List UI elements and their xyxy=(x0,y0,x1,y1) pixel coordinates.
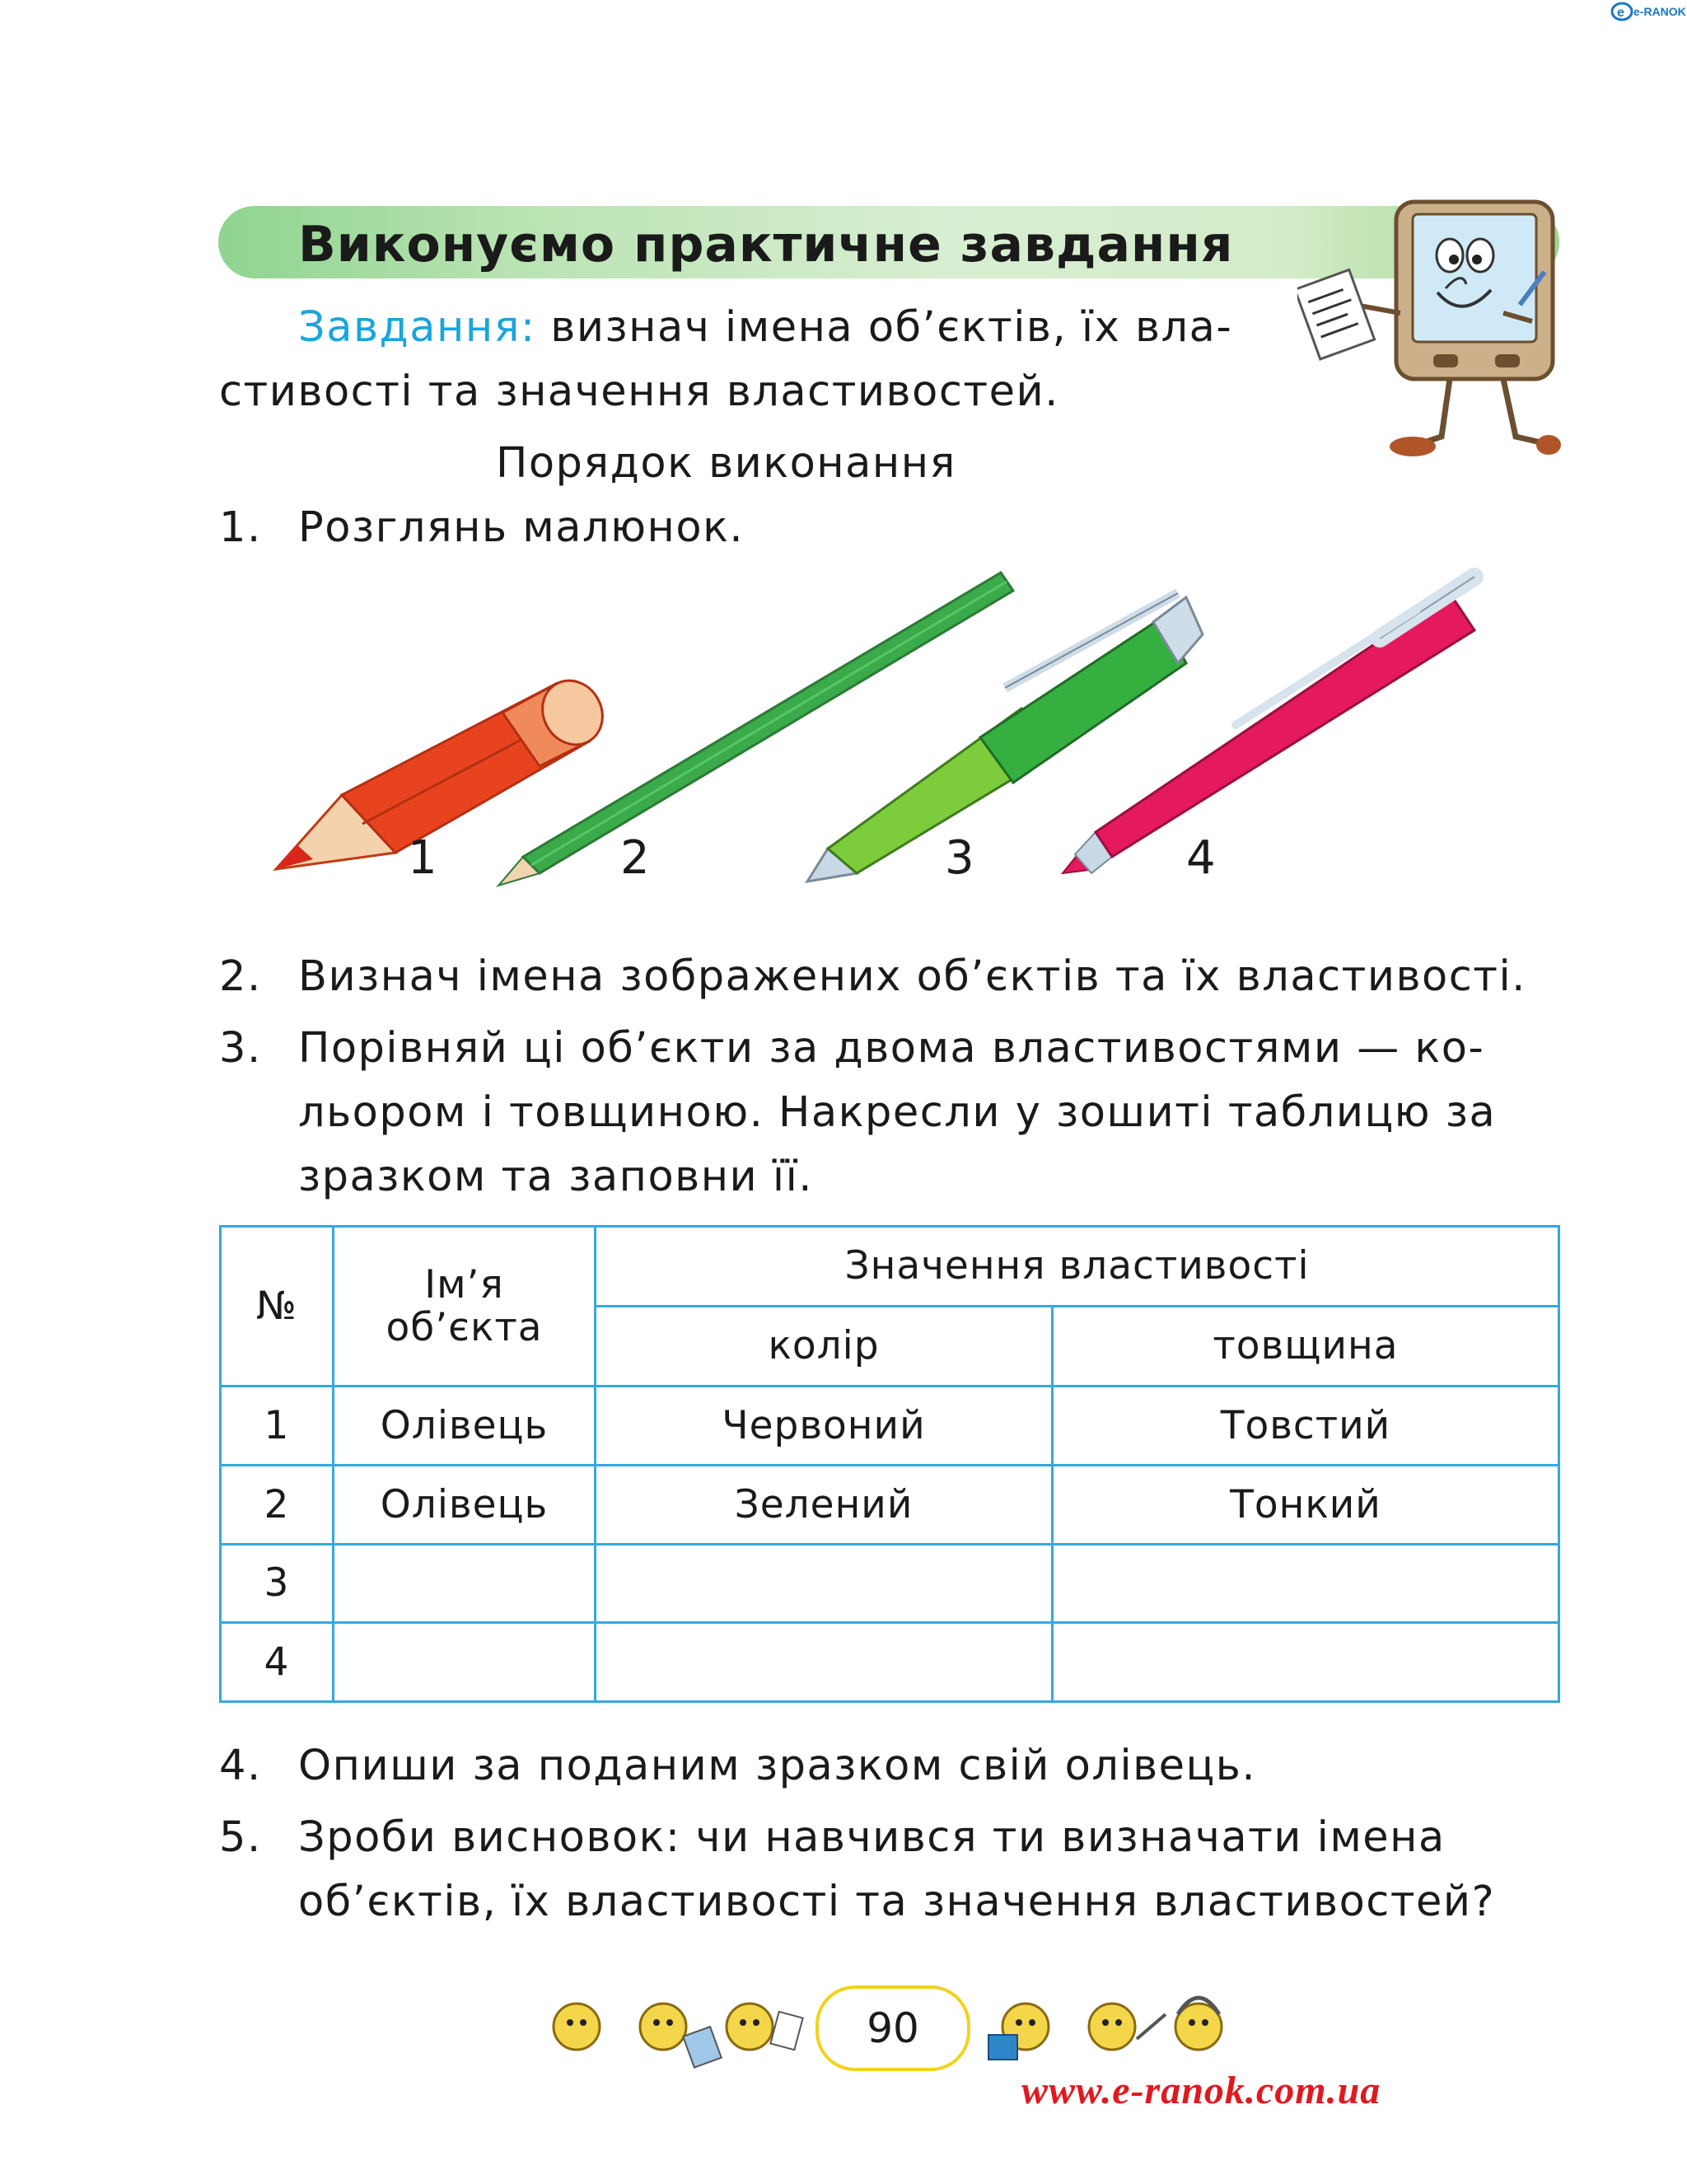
table-cell-color xyxy=(596,1623,1053,1702)
properties-table xyxy=(219,1225,1560,1703)
table-cell-color: Червоний xyxy=(596,1387,1053,1466)
table-header-name xyxy=(334,1227,596,1387)
figure-label-3: 3 xyxy=(945,831,974,885)
table-cell-no: 3 xyxy=(221,1545,334,1623)
table-cell-thickness xyxy=(1053,1623,1559,1702)
table-cell-no: 4 xyxy=(221,1623,334,1702)
task-text-line-1: визнач імена об’єктів, їх вла- xyxy=(535,303,1233,352)
step-3-text-line-3: зразком та заповни її. xyxy=(298,1153,813,1201)
table-cell-color: Зелений xyxy=(596,1466,1053,1545)
table-cell-thickness: Тонкий xyxy=(1053,1466,1559,1545)
table-header-name-line-2: об’єкта xyxy=(386,1304,543,1350)
figure-label-2: 2 xyxy=(620,831,650,885)
table-header-thickness: товщина xyxy=(1053,1307,1559,1387)
table-row xyxy=(221,1623,1559,1702)
section-title: Виконуємо практичне завдання xyxy=(298,216,1234,274)
table-row xyxy=(221,1466,1559,1545)
table-header-name-line-1: Ім’я xyxy=(424,1261,504,1307)
table-cell-thickness xyxy=(1053,1545,1559,1623)
table-cell-no: 1 xyxy=(221,1387,334,1466)
pens-pencils-figure xyxy=(264,548,1516,902)
brand-logo-text: e-RANOK xyxy=(1633,5,1686,18)
step-3-text-line-2: льором і товщиною. Накресли у зошиті таблицю за xyxy=(298,1088,1497,1137)
step-3-number: 3. xyxy=(219,1024,262,1073)
svg-text:e: e xyxy=(1617,6,1624,20)
table-cell-color xyxy=(596,1545,1053,1623)
brand-logo xyxy=(1610,0,1687,23)
table-row xyxy=(221,1387,1559,1466)
step-1-number: 1. xyxy=(219,503,262,552)
table-header-color: колір xyxy=(596,1307,1053,1387)
table-cell-name: Олівець xyxy=(334,1466,596,1545)
table-cell-name xyxy=(334,1623,596,1702)
figure-label-4: 4 xyxy=(1186,831,1216,885)
table-row xyxy=(221,1545,1559,1623)
task-line-1 xyxy=(298,303,1233,352)
table-header-values: Значення властивості xyxy=(596,1227,1559,1307)
step-3-text-line-1: Порівняй ці об’єкти за двома властивостями — ко- xyxy=(298,1024,1485,1073)
tablet-mascot-illustration xyxy=(1297,198,1561,461)
task-text-line-2: стивості та значення властивостей. xyxy=(219,367,1059,416)
table-header-no: № xyxy=(221,1227,334,1387)
step-5-text-line-2: об’єктів, їх властивості та значення властивостей? xyxy=(298,1878,1496,1926)
table-cell-no: 2 xyxy=(221,1466,334,1545)
website-url: www.e-ranok.com.ua xyxy=(1021,2069,1381,2112)
step-4-text: Опиши за поданим зразком свій олівець. xyxy=(298,1742,1257,1790)
step-4-number: 4. xyxy=(219,1742,262,1790)
step-2-number: 2. xyxy=(219,952,262,1001)
task-label: Завдання: xyxy=(298,303,536,352)
table-cell-thickness: Товстий xyxy=(1053,1387,1559,1466)
figure-label-1: 1 xyxy=(408,831,437,885)
table-cell-name: Олівець xyxy=(334,1387,596,1466)
step-1-text: Розглянь малюнок. xyxy=(298,503,745,552)
step-5-number: 5. xyxy=(219,1813,262,1862)
table-cell-name xyxy=(334,1545,596,1623)
step-2-text: Визнач імена зображених об’єктів та їх властивості. xyxy=(298,952,1526,1001)
step-5-text-line-1: Зроби висновок: чи навчився ти визначати імена xyxy=(298,1813,1446,1862)
procedure-heading: Порядок виконання xyxy=(496,439,956,488)
page-number: 90 xyxy=(815,1985,970,2071)
